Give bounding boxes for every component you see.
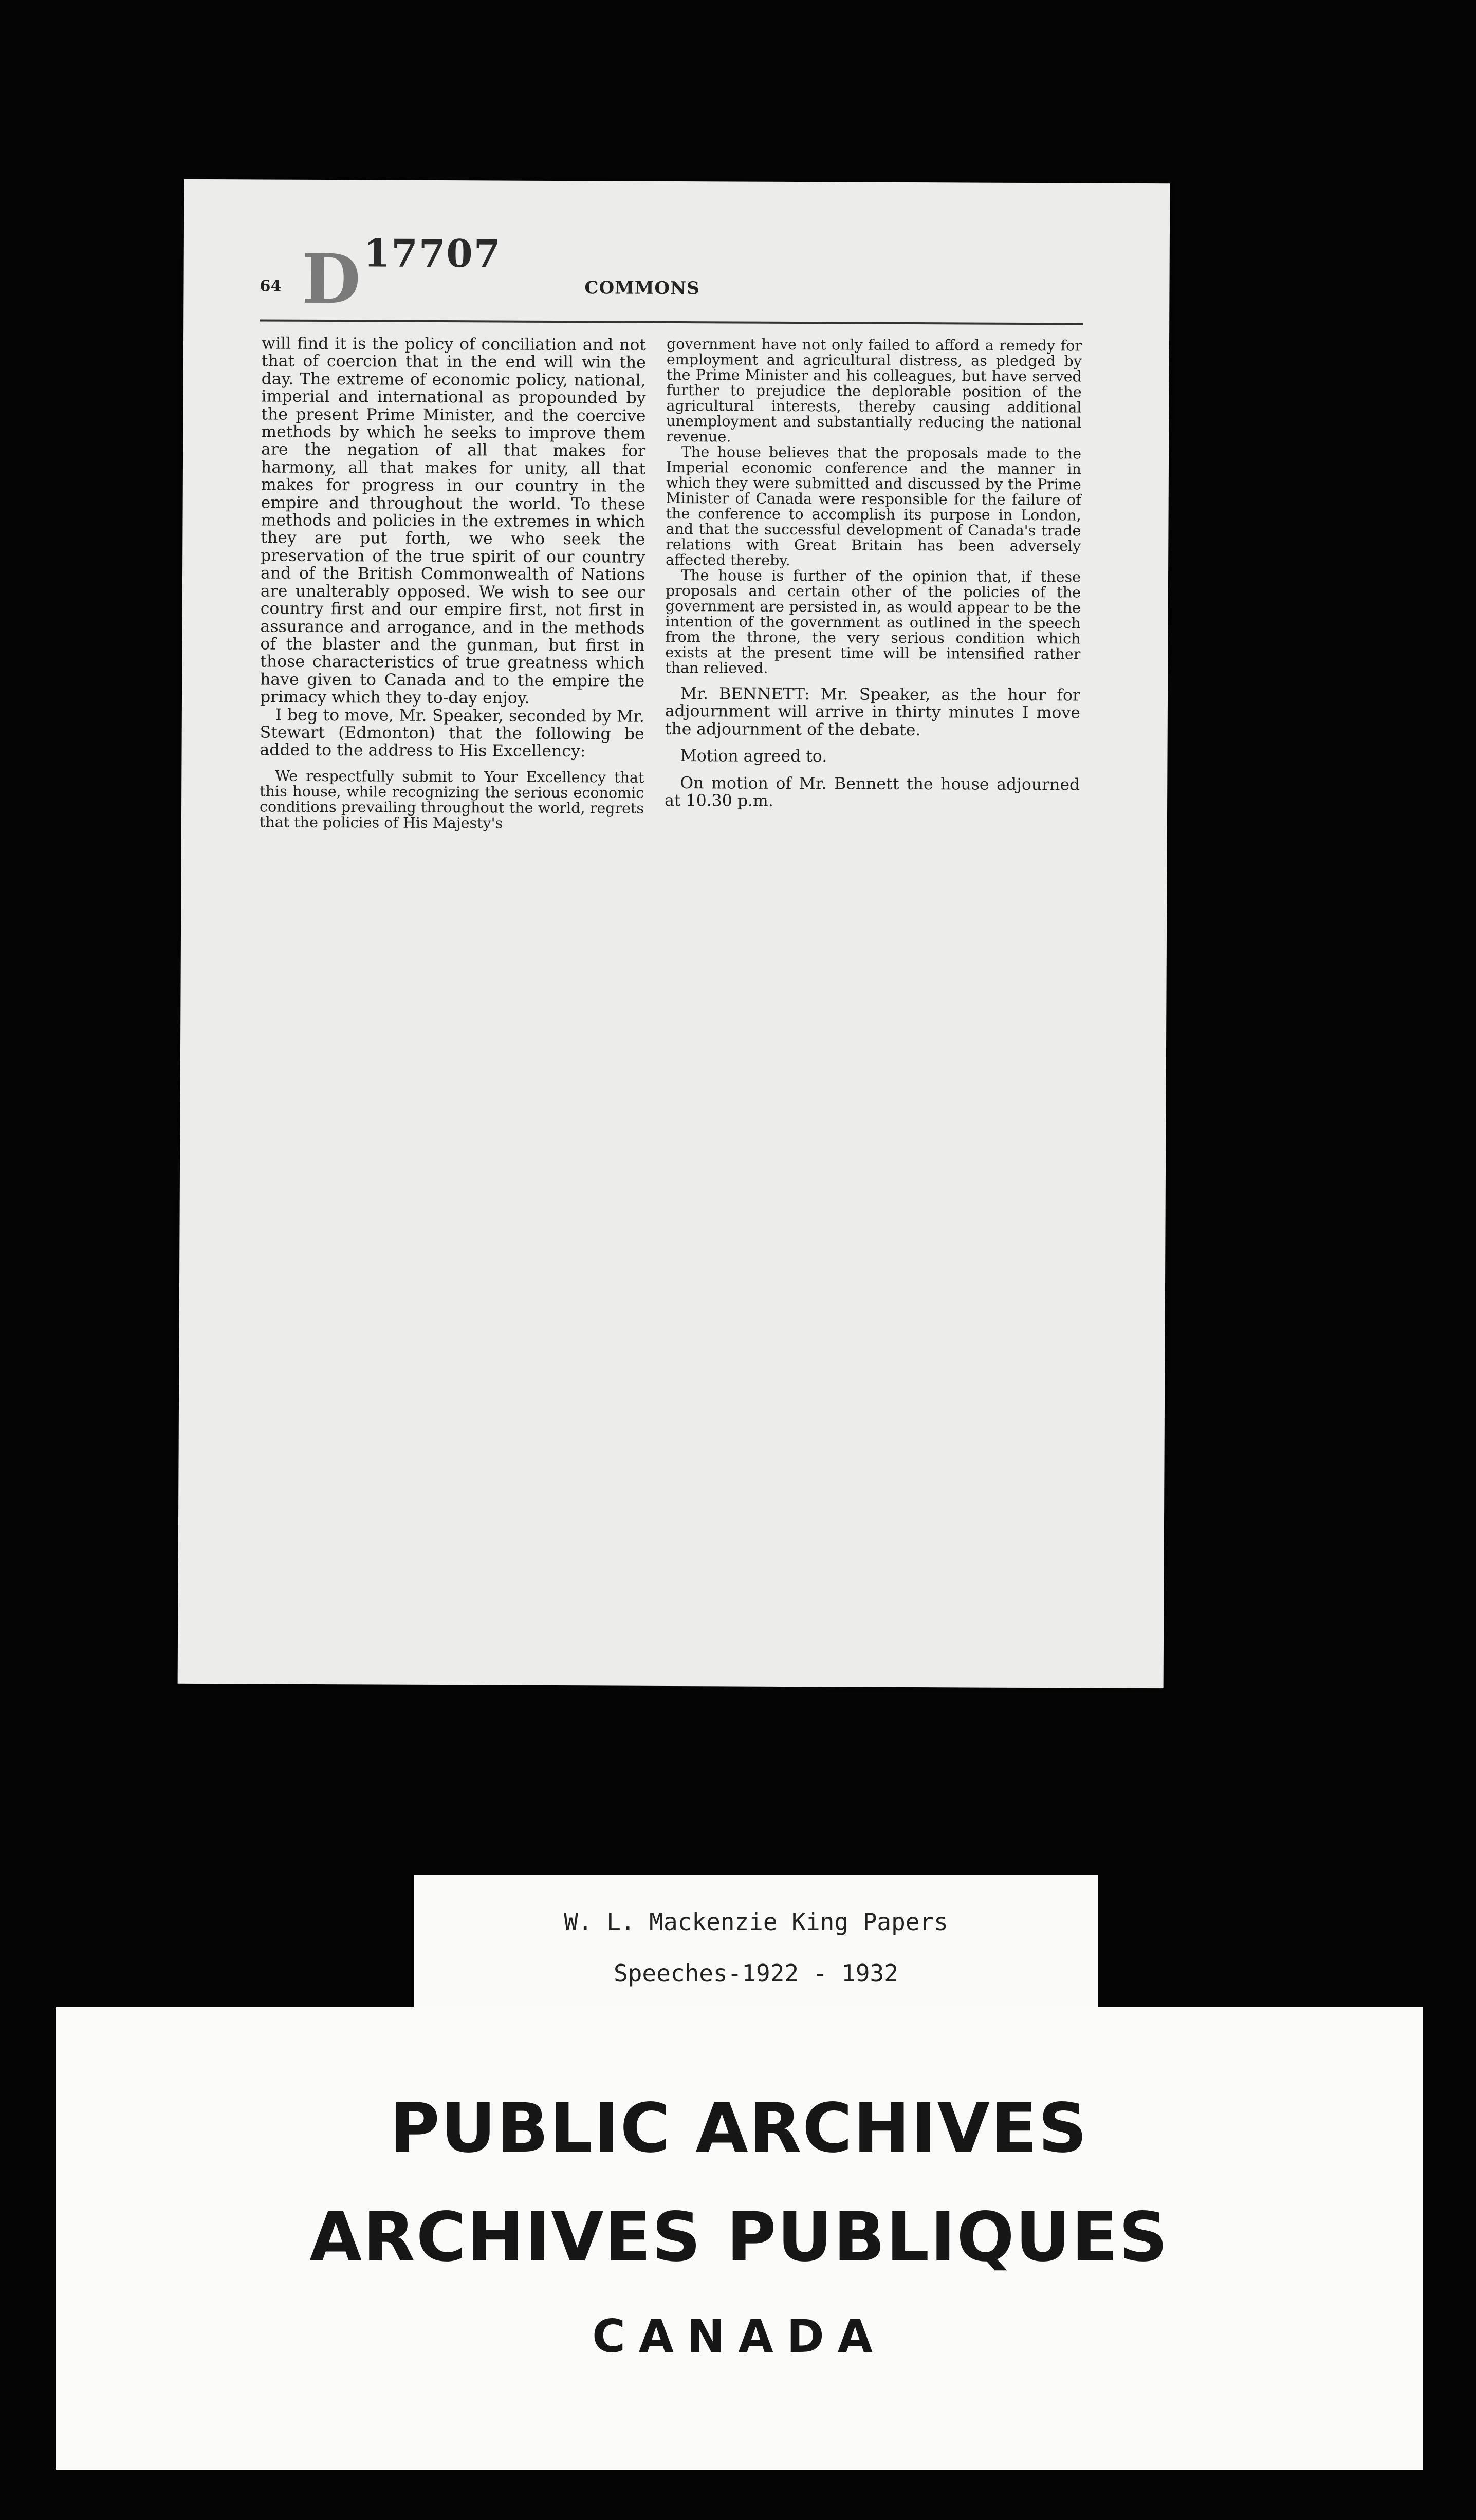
- archive-country: CANADA: [592, 2310, 886, 2363]
- archive-stamp-letter: D: [301, 239, 361, 320]
- paragraph: will find it is the policy of conciliation and not that of coercion that in the end will win the day. The extreme of economic policy, national, imperial and international as propounded by the present Prime Minister, and the coercive methods by which he seeks to improve them are the negation of all that makes for harmony, all that makes for unity, all that makes for progress in our country in the empire and throughout the world. To these methods and policies in the extremes in which they are put forth, we who seek the preservation of the true spirit of our country and of the British Commonwealth of Nations are unalterably opposed. We wish to see our country first and our empire first, not first in assurance and arrogance, and in the methods of the blaster and the gunman, but first in those characteristics of true greatness which have given to Canada and to the empire the primacy which they to-day enjoy.: [260, 334, 647, 708]
- collection-label: [414, 1875, 1098, 2008]
- archive-name-fr: ARCHIVES PUBLIQUES: [309, 2198, 1169, 2277]
- paragraph: Mr. BENNETT: Mr. Speaker, as the hour for adjournment will arrive in thirty minutes I move the adjournment of the debate.: [665, 684, 1081, 739]
- document-page: [178, 179, 1170, 1688]
- paragraph: On motion of Mr. Bennett the house adjourned at 10.30 p.m.: [665, 773, 1080, 810]
- paragraph: I beg to move, Mr. Speaker, seconded by Mr. Stewart (Edmonton) that the following be added to the address to His Excellency:: [260, 706, 644, 761]
- paragraph: Motion agreed to.: [680, 747, 827, 766]
- archive-name-en: PUBLIC ARCHIVES: [390, 2089, 1088, 2168]
- header-rule: [260, 319, 1083, 325]
- archive-stamp-number: 17707: [363, 231, 502, 276]
- amendment-text: We respectfully submit to Your Excellency that this house, while recognizing the serious economic conditions prevailing throughout the world, regrets that the policies of His Majesty's: [259, 767, 644, 832]
- left-column: [260, 335, 646, 831]
- collection-name: W. L. Mackenzie King Papers: [564, 1908, 948, 1936]
- series-name: Speeches-1922 - 1932: [614, 1959, 898, 1987]
- right-column: [665, 337, 1082, 811]
- amendment-text: The house is further of the opinion that, if these proposals and certain other of the policies of the government are persisted in, as would appear to be the intention of the government as outlined in the speech from the throne, the very serious condition which exists at the present time will be intensified rather than relieved.: [665, 567, 1081, 677]
- running-head: COMMONS: [584, 277, 700, 299]
- amendment-text: government have not only failed to afford a remedy for employment and agricultural distress, as pledged by the Prime Minister and his colleagues, but have served further to prejudice the deplorable position of the agricultural interests, thereby causing additional unemployment and substantially reducing the national revenue.: [666, 335, 1082, 446]
- amendment-text: The house believes that the proposals made to the Imperial economic conference and the manner in which they were submitted and discussed by the Prime Minister of Canada were responsible for the failure of the conference to accomplish its purpose in London, and that the successful development of Canada's trade relations with Great Britain has been adversely affected thereby.: [666, 443, 1082, 569]
- archive-label: [56, 2007, 1423, 2470]
- page-number: 64: [260, 277, 282, 295]
